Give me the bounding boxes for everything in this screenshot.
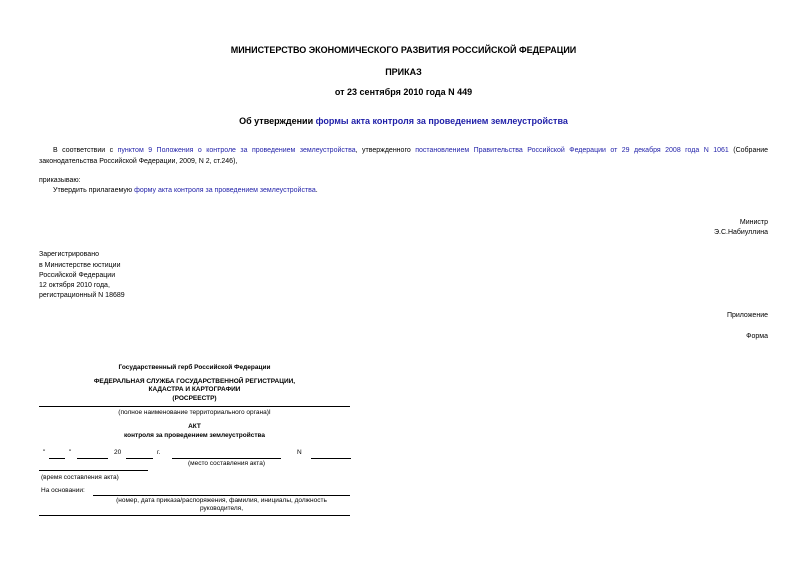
date-quote-open: " [43, 449, 46, 456]
registration-line-5: регистрационный N 18689 [39, 292, 125, 299]
basis-caption-line-2: руководителя, [199, 505, 244, 512]
order-text-2: . [315, 187, 318, 194]
preamble-paragraph [39, 145, 768, 167]
appendix-label: Приложение [726, 312, 768, 319]
place-field[interactable] [172, 458, 281, 459]
year-prefix: 20 [114, 449, 122, 456]
date-month-field[interactable] [77, 458, 108, 459]
date-year-field[interactable] [126, 458, 153, 459]
basis-caption-line-1: (номер, дата приказа/распоряжения, фамилия, инициалы, должность [116, 497, 327, 504]
form-label: Форма [746, 333, 768, 340]
place-caption: (место составления акта) [187, 460, 265, 467]
document-date-number: от 23 сентября 2010 года N 449 [334, 87, 473, 97]
territorial-body-caption [39, 409, 350, 416]
act-title: АКТ [188, 423, 201, 430]
signatory-name: Э.С.Набиуллина [713, 229, 768, 236]
preamble-text-3: (Собрание законодательства Российской Федерации, 2009, N 2, ст.246), [39, 147, 769, 165]
registration-line-1: Зарегистрировано [39, 251, 99, 258]
territorial-body-line [39, 406, 350, 407]
agency-name-line-3: (РОСРЕЕСТР) [172, 395, 217, 402]
order-word: приказываю: [39, 177, 81, 184]
year-suffix: г. [157, 449, 161, 456]
signatory-position: Министр [739, 219, 768, 226]
date-quote-close: " [69, 449, 72, 456]
order-clause [53, 187, 318, 194]
agency-name-line-2: КАДАСТРА И КАРТОГРАФИИ [148, 386, 241, 393]
agency-name-line-1: ФЕДЕРАЛЬНАЯ СЛУЖБА ГОСУДАРСТВЕННОЙ РЕГИСТРАЦИИ, [93, 378, 296, 385]
basis-continuation-line[interactable] [39, 515, 350, 516]
time-caption: (время составления акта) [41, 474, 119, 481]
order-text-1: Утвердить прилагаемую [53, 187, 135, 194]
basis-label: На основании: [41, 487, 85, 494]
territorial-body-caption-text: (полное наименование территориального органа) [118, 409, 269, 416]
coat-of-arms-caption: Государственный герб Российской Федерации [118, 364, 271, 371]
approved-form-link[interactable]: форму акта контроля за проведением землеустройства [134, 187, 316, 194]
number-field[interactable] [311, 458, 351, 459]
registration-line-4: 12 октября 2010 года, [39, 282, 110, 289]
basis-field[interactable] [93, 495, 350, 496]
registration-line-3: Российской Федерации [39, 272, 116, 279]
regulation-point-9-link[interactable]: пунктом 9 Положения о контроле за проведением землеустройства [117, 147, 356, 154]
preamble-text-2: , утвержденного [355, 147, 416, 154]
preamble-text-1: В соответствии с [53, 147, 118, 154]
government-decree-link[interactable]: постановлением Правительства Российской Федерации от 29 декабря 2008 года N 1061 [415, 147, 729, 154]
document-title [0, 116, 807, 126]
time-field[interactable] [39, 470, 148, 471]
ministry-heading: МИНИСТЕРСТВО ЭКОНОМИЧЕСКОГО РАЗВИТИЯ РОССИЙСКОЙ ФЕДЕРАЦИИ [230, 45, 577, 55]
date-day-field[interactable] [49, 458, 65, 459]
number-label: N [297, 449, 302, 456]
registration-line-2: в Министерстве юстиции [39, 262, 121, 269]
title-prefix: Об утверждении [239, 116, 316, 126]
act-subtitle: контроля за проведением землеустройства [123, 432, 266, 439]
territorial-body-mark: I [268, 409, 271, 416]
document-type: ПРИКАЗ [385, 67, 422, 77]
title-form-link[interactable]: формы акта контроля за проведением землеустройства [315, 116, 568, 126]
